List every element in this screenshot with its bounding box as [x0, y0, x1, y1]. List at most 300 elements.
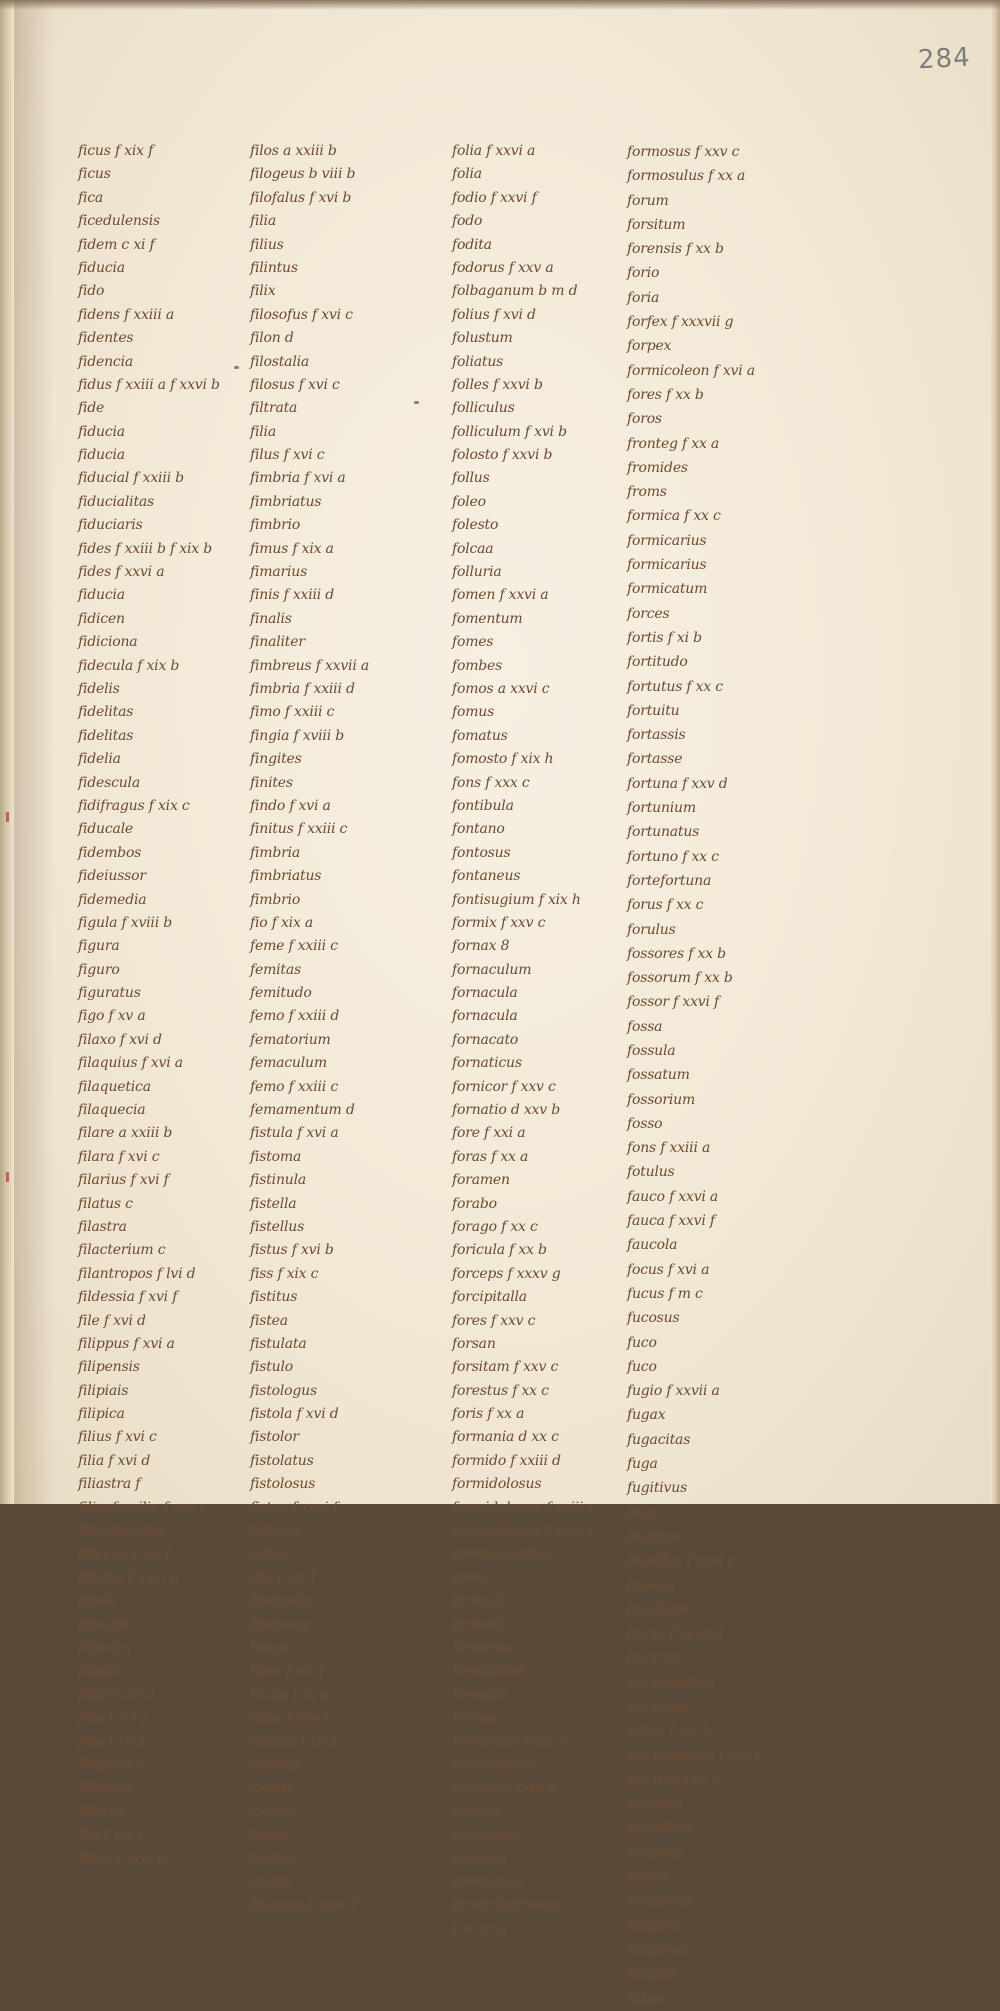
entry-line: fidelitas	[78, 704, 134, 721]
entry-line: fingia f xviii b	[250, 727, 344, 744]
entry-line: fulgurio	[627, 1917, 682, 1934]
entry-line: formella	[452, 1616, 510, 1633]
entry-line: fugello	[627, 1577, 675, 1594]
entry-line: forum formosus	[452, 1897, 562, 1914]
entry-line: filia	[250, 213, 276, 230]
entry-line: finaliter	[250, 634, 305, 651]
entry-line: focus f xvi a	[627, 1261, 710, 1278]
entry-line: formania d xx c	[452, 1429, 559, 1446]
entry-line: foliatus	[452, 353, 504, 370]
entry-line: fulcimentum f xxv c	[627, 1747, 763, 1764]
entry-line: fidembos	[78, 844, 142, 861]
entry-line: fidencia	[78, 353, 133, 370]
entry-line: filatus c	[78, 1195, 133, 1212]
entry-line: foris f xx a	[452, 1406, 525, 1423]
entry-line: ficus	[78, 166, 111, 183]
entry-line: formicatum	[627, 581, 708, 598]
entry-line: fixaram f xxvi d	[250, 1897, 357, 1914]
entry-line: fidecula f xix b	[78, 657, 180, 674]
entry-line: fistus f xvi b	[250, 1242, 334, 1259]
entry-line: filiusfamilias	[78, 1523, 166, 1540]
entry-line: fornacato	[452, 1031, 519, 1048]
entry-line: filia f xvi d	[78, 1452, 151, 1469]
entry-line: fugo	[627, 1504, 658, 1521]
entry-line: fistale	[250, 1546, 293, 1563]
entry-line: forulus	[627, 921, 676, 938]
entry-line: fulica f xix b	[627, 1723, 712, 1740]
entry-line: formix f xxv c	[452, 914, 546, 931]
entry-line: fulcrum	[627, 1650, 682, 1667]
entry-line: ficedulensis	[78, 213, 160, 230]
entry-line: fio f xix a	[250, 914, 314, 931]
entry-line: fidens f xxiii a	[78, 306, 175, 323]
entry-line: fulgeo	[627, 1990, 671, 2007]
entry-line: fiducialitas	[78, 493, 155, 510]
entry-line: foleo	[452, 493, 486, 510]
entry-line: formon f xxiii a	[452, 1780, 556, 1797]
entry-line: filius f xxvi b	[78, 1850, 166, 1867]
entry-line: formica f xx c	[627, 508, 721, 525]
entry-line: fidifragus f xix c	[78, 797, 190, 814]
entry-line: filiatus	[78, 1803, 126, 1820]
entry-line: ficus f xix f	[78, 143, 154, 159]
entry-line: fiss f xix c	[250, 1265, 319, 1282]
entry-line: fidiciona	[78, 634, 138, 651]
entry-line: filipica	[78, 1406, 125, 1423]
entry-line: fontibula	[452, 797, 514, 814]
entry-line: fidicen	[78, 610, 125, 627]
entry-line: fotulus	[627, 1164, 675, 1181]
entry-line: folesto	[452, 517, 499, 534]
entry-line: file f xvi d	[78, 1312, 146, 1329]
entry-line: filippus f xvi a	[78, 1335, 175, 1352]
entry-line: fistulus	[250, 1523, 301, 1540]
entry-line: formosus f xxv c	[627, 144, 740, 160]
entry-line: fauca f xxvi f	[627, 1213, 715, 1230]
entry-line: fimus f xix a	[250, 540, 334, 557]
entry-line: fornax 8	[452, 938, 510, 955]
entry-line: formido	[452, 1850, 507, 1867]
entry-line: fiteus	[250, 1640, 289, 1656]
entry-line: femamentum d	[250, 1102, 355, 1119]
entry-line: fixulus f xxvi a	[250, 1733, 350, 1750]
entry-line: fortunium	[627, 800, 696, 817]
entry-line: filaquecia	[78, 1102, 146, 1119]
entry-line: fons f xxiii a	[627, 1140, 711, 1157]
entry-line: foramen	[452, 1172, 510, 1189]
page-left-edge	[0, 0, 14, 1504]
entry-line: filipiais	[78, 1382, 129, 1399]
entry-line: fimbria f xxiii d	[250, 680, 355, 697]
entry-line: fulcio f xxvii d	[627, 1626, 724, 1643]
entry-line: fistea	[250, 1312, 288, 1329]
entry-line: fontosus	[452, 844, 511, 861]
entry-line: fulgidus	[627, 1796, 683, 1813]
entry-line: fixallo	[250, 1873, 292, 1890]
entry-line: fornatio d xxv b	[452, 1102, 560, 1119]
entry-line: filialis	[78, 1663, 120, 1680]
entry-line: foria	[627, 289, 660, 306]
entry-line: fistoma	[250, 1148, 302, 1165]
entry-line: follus	[452, 470, 490, 487]
entry-line: fornicor f xxv c	[452, 1078, 556, 1095]
entry-line: forces	[627, 605, 670, 622]
entry-line: fulgetum	[627, 1941, 690, 1958]
entry-line: fortasse	[627, 751, 683, 768]
entry-line: filo f xvi c	[78, 1827, 145, 1844]
entry-line: fulgens	[627, 1966, 678, 1983]
entry-line: fugitivo	[627, 1528, 680, 1545]
entry-line: filtrata	[250, 400, 298, 417]
entry-line: fons f xxx c	[452, 774, 530, 791]
entry-line: formicaleon	[452, 1756, 535, 1773]
entry-line: forma	[452, 1569, 493, 1586]
entry-line: formidines	[452, 1663, 526, 1680]
entry-line: forensis f xx b	[627, 241, 724, 258]
entry-line: finites	[250, 774, 293, 791]
entry-line: filarius f xvi f	[78, 1172, 169, 1189]
entry-line: forabo	[452, 1195, 497, 1212]
entry-line: fistola f xvi d	[250, 1406, 339, 1423]
entry-line: forago f xx c	[452, 1218, 538, 1235]
entry-line: folluria	[452, 564, 502, 581]
ink-smudge	[234, 366, 239, 369]
entry-line: fimbriatus	[250, 868, 322, 885]
entry-line: fornacula	[452, 1008, 518, 1025]
entry-line: folia	[452, 166, 482, 183]
entry-line: fugellus f xxvi c	[627, 1553, 735, 1570]
entry-line: forus f xx c	[627, 897, 704, 914]
entry-line: fistitus	[250, 1289, 298, 1306]
entry-line: fortassis	[627, 727, 686, 744]
entry-line: forsitam f xxv c	[452, 1359, 559, 1376]
entry-line: fodita	[452, 236, 492, 253]
entry-line: fomos a xxvi c	[452, 680, 550, 697]
entry-line: fides f xxvi a	[78, 564, 165, 581]
entry-line: forestus f xx c	[452, 1382, 549, 1399]
entry-line: fematorium	[250, 1031, 331, 1048]
entry-line: fiducia	[78, 587, 125, 604]
entry-line: filialitas	[78, 1780, 134, 1797]
entry-line: forceps f xxxv g	[452, 1265, 561, 1282]
entry-line: femaculum	[250, 1055, 327, 1072]
entry-line: fito f xix f	[250, 1569, 316, 1586]
entry-line: fodio f xxvi f	[452, 189, 537, 206]
entry-line: fortutus f xx c	[627, 678, 723, 695]
entry-line: fore f xxi a	[452, 1125, 526, 1142]
entry-line: fidus f xxiii a f xxvi b	[78, 376, 220, 393]
entry-line: folles f xxvi b	[452, 376, 543, 393]
entry-line: fomatus	[452, 727, 508, 744]
entry-line: filius f xvi c	[78, 1429, 157, 1446]
entry-line: fromides	[627, 459, 688, 476]
entry-line: filosus f xvi c	[250, 376, 340, 393]
entry-line: filiaster	[78, 1616, 131, 1633]
entry-line: fossores f xx b	[627, 945, 726, 962]
entry-line: formicarius	[627, 557, 707, 574]
entry-line: fistus f xxvi f	[250, 1499, 338, 1516]
entry-line: figura	[78, 938, 120, 955]
entry-line: filiolus f xxvi b	[78, 1569, 178, 1586]
entry-line: fiducia	[78, 259, 125, 276]
folio-number: 284	[917, 42, 972, 76]
entry-line: feme f xxiii c	[250, 938, 338, 955]
entry-line: filara f xvi c	[78, 1148, 160, 1165]
entry-line: forsitum	[627, 216, 686, 233]
entry-line: fomen f xxvi a	[452, 587, 549, 604]
entry-line: folius f xvi d	[452, 306, 536, 323]
entry-line: filostalia	[250, 353, 310, 370]
entry-line: formido f xxiii d	[452, 1452, 561, 1469]
entry-line: filia	[250, 423, 276, 440]
entry-line: fucosus	[627, 1310, 680, 1327]
entry-line: fossorium	[627, 1091, 696, 1108]
entry-line: filipi f xvi a	[78, 1686, 155, 1703]
entry-line: fulgureus	[627, 1893, 694, 1910]
entry-line: figula f xviii b	[78, 914, 172, 931]
entry-line: fulcimentum	[627, 1674, 715, 1691]
entry-line: fomosto f xix h	[452, 751, 554, 768]
entry-line: filius	[250, 236, 284, 253]
column-4	[627, 140, 763, 2011]
entry-line: fontisugium f xix h	[452, 891, 581, 908]
entry-line: fodo	[452, 213, 483, 230]
entry-line: fortunatus	[627, 824, 700, 841]
entry-line: fauco f xxvi a	[627, 1188, 719, 1205]
entry-line: fossorum f xx b	[627, 970, 733, 987]
entry-line: formosulus f xx a	[627, 168, 746, 185]
entry-line: fomentum	[452, 610, 523, 627]
entry-line: fistella	[250, 1195, 297, 1212]
entry-line: femo f xxiii c	[250, 1078, 338, 1095]
entry-line: formidum	[452, 1827, 520, 1844]
entry-line: forcipitalla	[452, 1289, 527, 1306]
entry-line: fugacitas	[627, 1431, 691, 1448]
entry-line: figuratus	[78, 985, 141, 1002]
entry-line: fontaneus	[452, 868, 521, 885]
entry-line: fica	[78, 189, 104, 206]
entry-line: femitudo	[250, 985, 312, 1002]
entry-line: fistula f xvi a	[250, 1125, 339, 1142]
entry-line: filare a xxiii b	[78, 1125, 173, 1142]
entry-line: fores f xxv c	[452, 1312, 536, 1329]
margin-mark	[6, 1172, 9, 1182]
entry-line: filipensis	[78, 1359, 140, 1376]
entry-line: formicales	[452, 1873, 525, 1890]
entry-line: filastra	[78, 1218, 127, 1235]
entry-line: filon d	[250, 330, 294, 347]
entry-line: finalis	[250, 610, 292, 627]
entry-line: fides f xxiii b f xix b	[78, 540, 212, 557]
entry-line: filantropos f lvi d	[78, 1265, 196, 1282]
entry-line: folliculum f xvi b	[452, 423, 567, 440]
entry-line: fulcimen	[627, 1699, 687, 1715]
entry-line: fiducale	[78, 821, 133, 838]
entry-line: fombes	[452, 657, 503, 674]
entry-line: fiton f xix f	[250, 1663, 325, 1680]
entry-line: fosso	[627, 1115, 663, 1132]
entry-line: fixus f xxv b	[250, 1710, 333, 1727]
entry-line: forum	[627, 192, 669, 209]
entry-line: filaquetica	[78, 1078, 151, 1095]
entry-line: fixulo	[250, 1827, 289, 1844]
column-3	[452, 140, 595, 1941]
entry-line: formidolosus f xxiii c	[452, 1523, 595, 1540]
entry-line: forio	[627, 265, 660, 282]
entry-line: fronteg f xx a	[627, 435, 720, 452]
entry-line: fimbrio	[250, 891, 301, 908]
entry-line: filintus	[250, 259, 298, 276]
entry-line: finis f xxiii d	[250, 587, 335, 604]
entry-line: fugillator	[627, 1601, 691, 1618]
entry-line: fixatus	[250, 1850, 297, 1867]
entry-line: fulgor	[627, 1869, 669, 1886]
entry-line: fixarius	[250, 1756, 302, 1773]
entry-line: fornaculum	[452, 961, 532, 978]
entry-line: fistolor	[250, 1429, 299, 1446]
entry-line: fimbrio	[250, 517, 301, 534]
entry-line: fistinula	[250, 1172, 307, 1189]
entry-line: fimbria	[250, 844, 301, 861]
entry-line: figo f xv a	[78, 1008, 146, 1025]
entry-line: forfex f xxxvii g	[627, 314, 734, 331]
entry-line: filaxo f xvi d	[78, 1031, 162, 1048]
margin-mark	[6, 812, 9, 822]
entry-line: folbaganum b m d	[452, 283, 578, 300]
entry-line: fitomeus	[250, 1616, 310, 1633]
entry-line: foros	[627, 411, 662, 428]
entry-line: fidelia	[78, 751, 121, 768]
entry-line: fuga	[627, 1456, 658, 1473]
entry-line: fossula	[627, 1042, 676, 1059]
entry-line: formosus	[452, 1640, 516, 1656]
entry-line: femo f xxiii d	[250, 1008, 340, 1025]
entry-line: filia f xxvi a	[78, 1733, 158, 1750]
entry-line: fornaticus	[452, 1055, 522, 1072]
entry-line: fortefortuna	[627, 872, 712, 889]
entry-line: fortuna f xxv d	[627, 775, 728, 792]
entry-line: fidelitas	[78, 727, 134, 744]
entry-line: fistulata	[250, 1335, 307, 1352]
entry-line: folustum	[452, 330, 513, 347]
entry-line: fidemedia	[78, 891, 147, 908]
entry-line: fidelis	[78, 680, 120, 697]
entry-line: filosofus f xvi c	[250, 306, 353, 323]
entry-line: formula	[452, 1593, 507, 1610]
page-right-edge	[990, 0, 1000, 1504]
column-1	[78, 140, 220, 1871]
entry-line: formidolosus f xxiii c	[452, 1499, 595, 1516]
entry-line: fidescula	[78, 774, 140, 791]
entry-line: fidentes	[78, 330, 134, 347]
entry-line: filiola	[78, 1593, 117, 1610]
entry-line: fideiussor	[78, 868, 146, 885]
entry-line: fomes	[452, 634, 494, 651]
entry-line: figuro	[78, 961, 120, 978]
entry-line: filaquius f xvi a	[78, 1055, 183, 1072]
entry-line: fimbriatus	[250, 493, 322, 510]
entry-line: fugax	[627, 1407, 666, 1424]
entry-line: fornacula	[452, 985, 518, 1002]
entry-line: fortitudo	[627, 654, 688, 671]
entry-line: forsan	[452, 1335, 496, 1352]
entry-line: fiducia	[78, 423, 125, 440]
entry-line: fistellus	[250, 1218, 305, 1235]
entry-line: formalis	[452, 1686, 509, 1703]
entry-line: filogeus b viii b	[250, 166, 356, 183]
entry-line: fixaris	[250, 1780, 293, 1797]
entry-line: fulgidus	[627, 1844, 683, 1861]
entry-line: fiducia	[78, 447, 125, 464]
entry-line: fores f xx b	[627, 386, 704, 403]
entry-line: fimarius	[250, 564, 308, 581]
entry-line: fildessia f xvi f	[78, 1289, 178, 1306]
entry-line: fugio f xxvii a	[627, 1383, 720, 1400]
entry-line: fiducial f xxiii b	[78, 470, 184, 487]
column-2	[250, 140, 369, 1918]
entry-line: filiusfamilie f xxv c	[78, 1499, 208, 1516]
entry-line: forpex	[627, 338, 672, 355]
entry-line: formidolosus	[452, 1476, 542, 1493]
entry-line: faucola	[627, 1237, 678, 1254]
entry-line: formus	[452, 1803, 501, 1820]
entry-line: fortuno f xx c	[627, 848, 719, 865]
entry-line: folosto f xxvi b	[452, 447, 553, 464]
entry-line: fistolatus	[250, 1452, 314, 1469]
entry-line: filiceus f xvi f	[78, 1546, 170, 1563]
entry-line: folliculus	[452, 400, 515, 417]
entry-line: formicula f xxv c	[452, 1733, 567, 1750]
entry-line: filos a xxiii b	[250, 143, 337, 159]
entry-line: fixula f xv a	[250, 1686, 330, 1703]
entry-line: fide	[78, 400, 105, 417]
gutter-shadow	[14, 0, 54, 1504]
entry-line: filus f xvi c	[250, 447, 325, 464]
entry-line: fidem c xi f	[78, 236, 155, 253]
entry-line: fistolosus	[250, 1476, 316, 1493]
entry-line: fistologus	[250, 1382, 317, 1399]
entry-line: fossa	[627, 1018, 663, 1035]
entry-line: fugitivus	[627, 1480, 688, 1497]
entry-line: finitus f xxiii c	[250, 821, 348, 838]
entry-line: f xx m g	[452, 1920, 507, 1937]
entry-line: fodorus f xxv a	[452, 259, 554, 276]
entry-line: findo f xvi a	[250, 797, 331, 814]
entry-line: folia f xxvi a	[452, 143, 536, 159]
entry-line: fimo f xxiii c	[250, 704, 335, 721]
entry-line: filiastra	[78, 1640, 132, 1656]
entry-line: fuco	[627, 1358, 657, 1375]
entry-line: formidolositas	[452, 1546, 551, 1563]
entry-line: fitomista	[250, 1593, 311, 1610]
entry-line: fiduciaris	[78, 517, 143, 534]
entry-line: fossatum	[627, 1067, 690, 1084]
entry-line: fulgiditas	[627, 1820, 692, 1837]
entry-line: foras f xx a	[452, 1148, 529, 1165]
entry-line: fortuitu	[627, 702, 680, 719]
entry-line: filialiter b	[78, 1756, 146, 1773]
entry-line: femitas	[250, 961, 301, 978]
entry-line: filacterium c	[78, 1242, 166, 1259]
entry-line: formicoleon f xvi a	[627, 362, 755, 379]
entry-line: filia f xvi f	[78, 1710, 147, 1727]
entry-line: fistulo	[250, 1359, 293, 1376]
entry-line: fomus	[452, 704, 495, 721]
entry-line: fulcires f xx a	[627, 1771, 720, 1788]
entry-line: foricula f xx b	[452, 1242, 547, 1259]
entry-line: folcaa	[452, 540, 494, 557]
entry-line: filix	[250, 283, 276, 300]
